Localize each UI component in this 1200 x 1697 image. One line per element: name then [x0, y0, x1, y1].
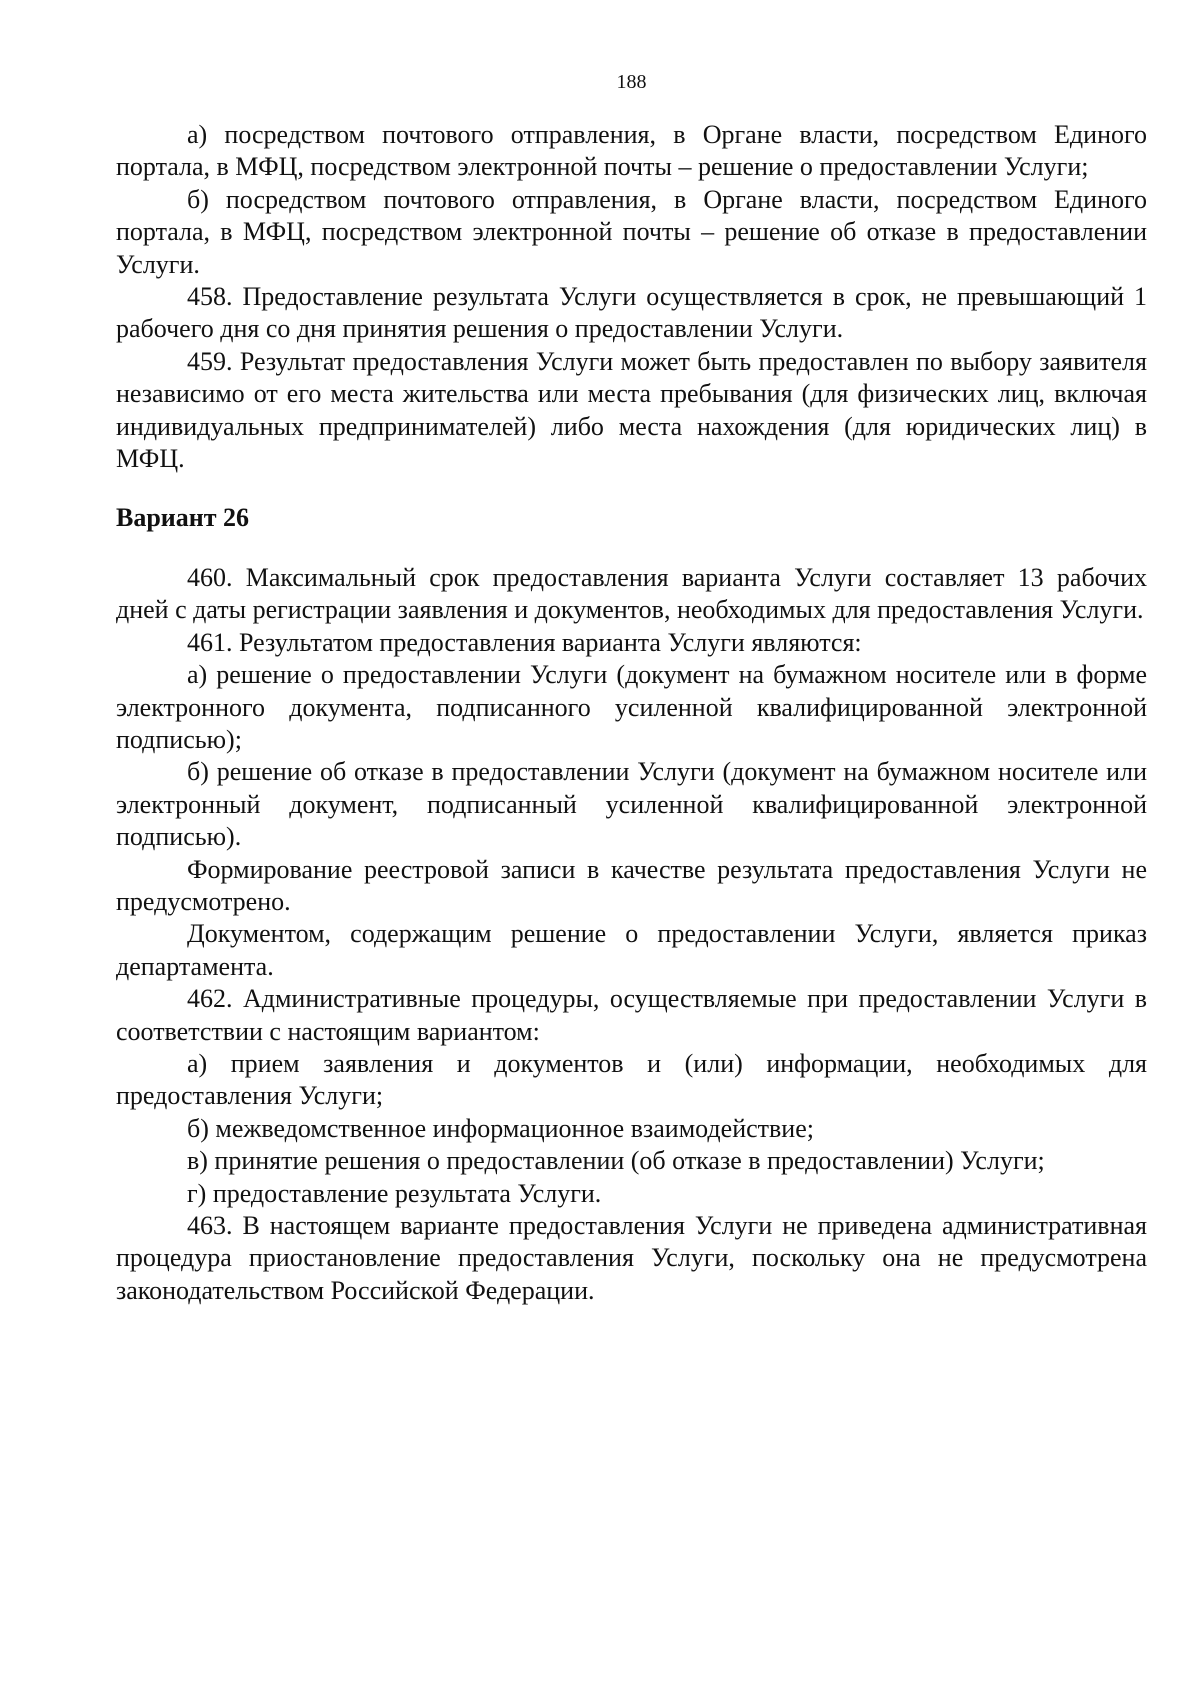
section-heading: Вариант 26 — [116, 503, 250, 533]
paragraph-461: 461. Результатом предоставления варианта Услуги являются: — [187, 627, 862, 657]
paragraph-462: 462. Административные процедуры, осуществляемые при предоставлении Услуги в соответствии с настоящим вариантом: — [116, 984, 1147, 1046]
paragraph-462-b: б) межведомственное информационное взаимодействие; — [187, 1113, 814, 1143]
paragraph-462-a: а) прием заявления и документов и (или) информации, необходимых для предоставления Услуги; — [116, 1048, 1147, 1111]
paragraph-registry-record: Формирование реестровой записи в качестве результата предоставления Услуги не предусмотрено. — [116, 854, 1147, 916]
paragraph-delivery-refusal: б) посредством почтового отправления, в Органе власти, посредством Единого портала, в МФЦ, посредством электронной почты – решение об отказе в предоставлении Услуги. — [116, 184, 1147, 279]
paragraph-461-b: б) решение об отказе в предоставлении Услуги (документ на бумажном носителе или электронный документ, подписанный усиленной квалифицированной электронной подписью). — [116, 757, 1147, 852]
paragraph-461-a: а) решение о предоставлении Услуги (документ на бумажном носителе или в форме электронного документа, подписанного усиленной квалифицированной электронной подписью); — [116, 660, 1147, 754]
paragraph-462-d: г) предоставление результата Услуги. — [187, 1178, 602, 1208]
paragraph-order-document: Документом, содержащим решение о предоставлении Услуги, является приказ департамента. — [116, 919, 1147, 981]
paragraph-delivery-grant: а) посредством почтового отправления, в Органе власти, посредством Единого портала, в МФЦ, посредством электронной почты – решение о предоставлении Услуги; — [116, 120, 1147, 182]
paragraph-460: 460. Максимальный срок предоставления варианта Услуги составляет 13 рабочих дней с даты регистрации заявления и документов, необходимых для предоставления Услуги. — [116, 562, 1147, 625]
paragraph-463: 463. В настоящем варианте предоставления Услуги не приведена административная процедура приостановление предоставления Услуги, поскольку она не предусмотрена законодательством Российской Федерации. — [116, 1211, 1147, 1305]
paragraph-458: 458. Предоставление результата Услуги осуществляется в срок, не превышающий 1 рабочего дня со дня принятия решения о предоставлении Услуги. — [116, 282, 1147, 344]
document-body — [116, 119, 1147, 1307]
page-number: 188 — [616, 71, 647, 93]
paragraph-459: 459. Результат предоставления Услуги может быть предоставлен по выбору заявителя независимо от его места жительства или места пребывания (для физических лиц, включая индивидуальных предпринимателей) либо места нахождения (для юридических лиц) в МФЦ. — [116, 346, 1147, 474]
paragraph-462-c: в) принятие решения о предоставлении (об отказе в предоставлении) Услуги; — [187, 1146, 1045, 1176]
